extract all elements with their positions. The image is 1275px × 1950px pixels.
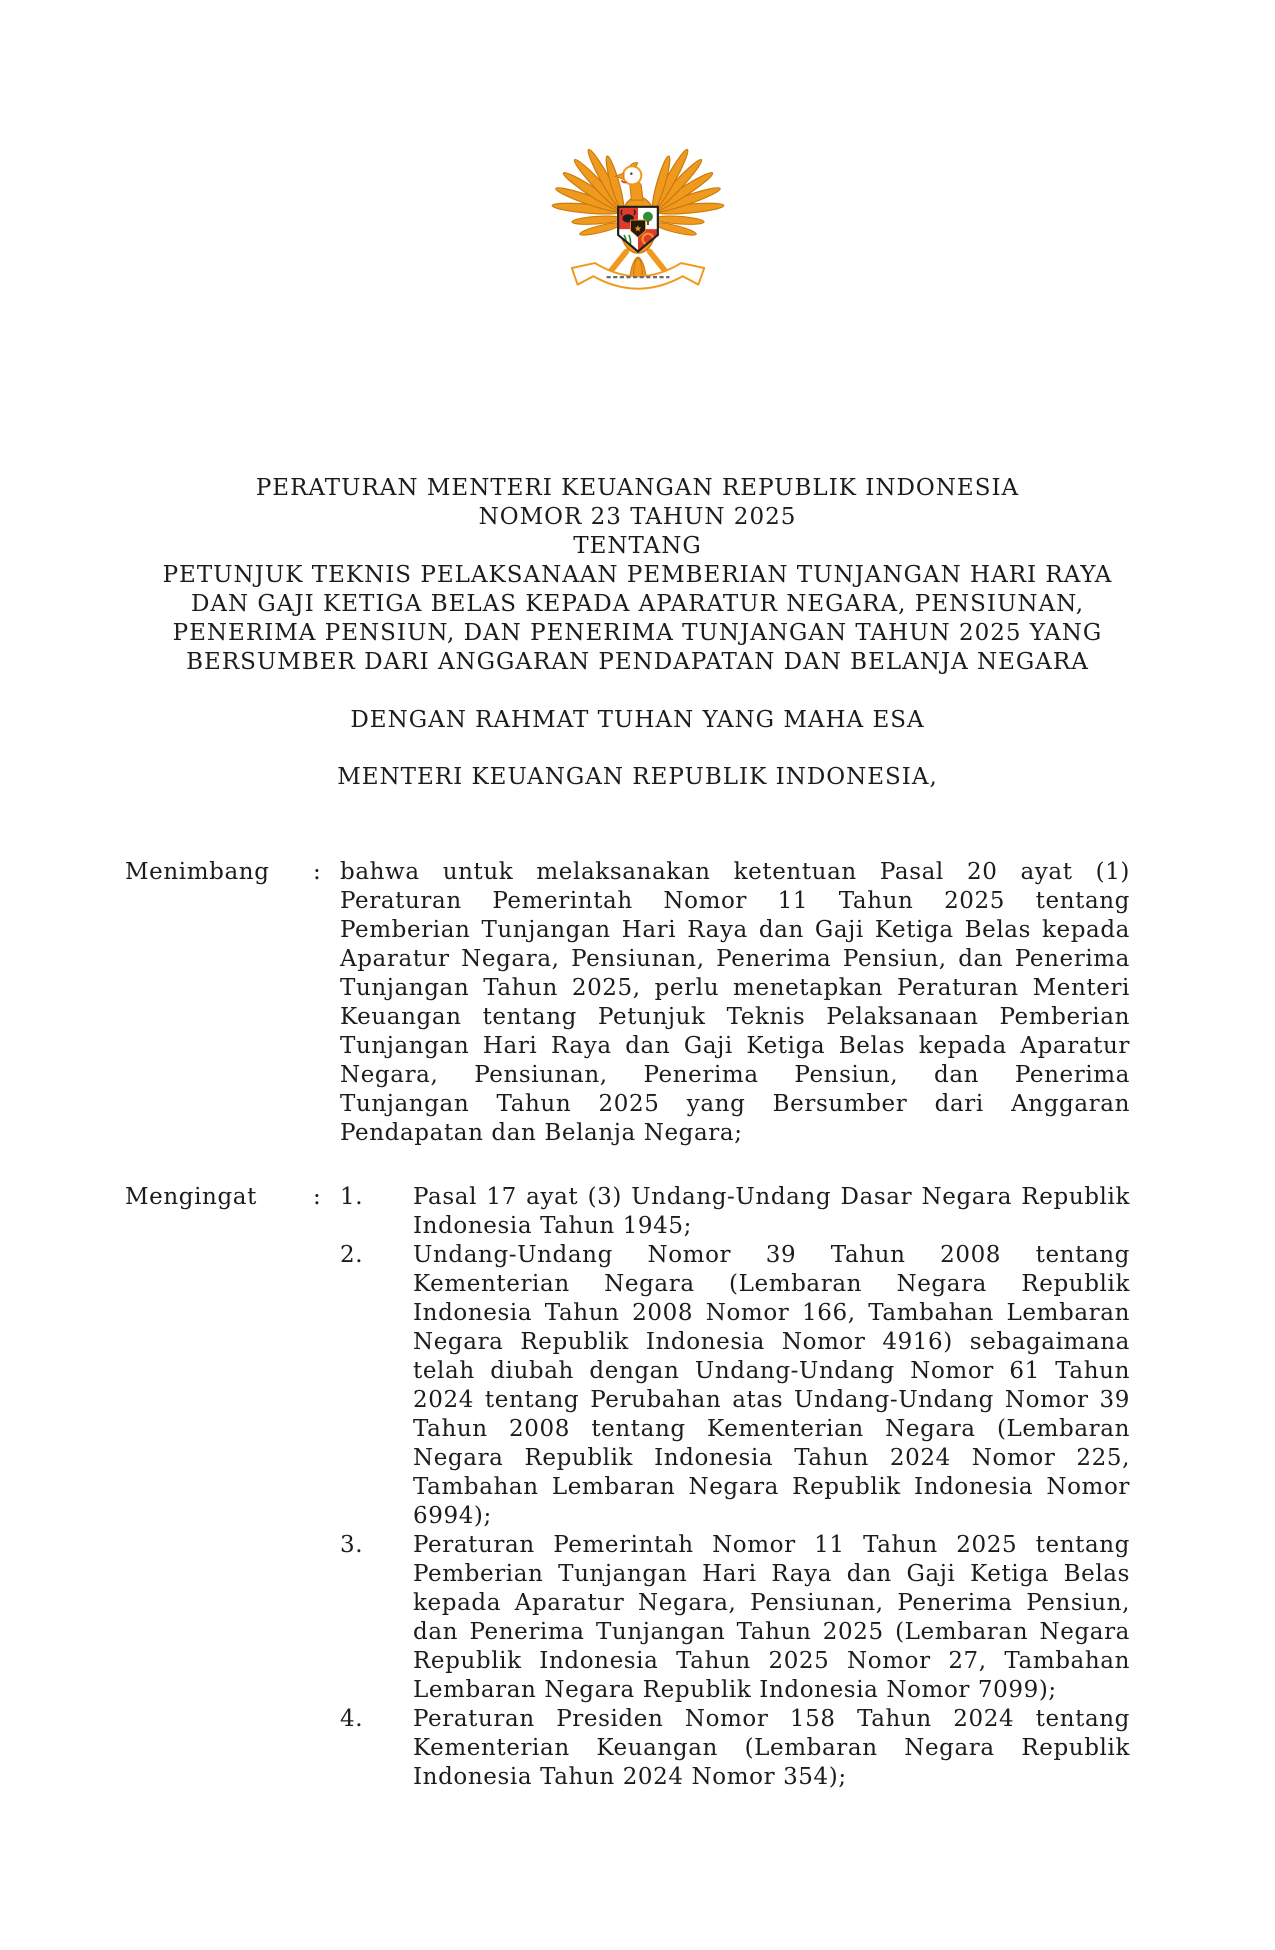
text-line: DAN GAJI KETIGA BELAS KEPADA APARATUR NEGARA, PENSIUNAN, — [190, 591, 1085, 617]
text-line: Peraturan Presiden Nomor 158 Tahun 2024 tentang — [413, 1706, 1130, 1732]
garuda-pancasila-emblem — [547, 142, 729, 308]
text-line: Tunjangan Tahun 2025, perlu menetapkan Peraturan Menteri — [340, 975, 1130, 1001]
text-line: Tunjangan Tahun 2025 yang Bersumber dari Anggaran — [340, 1091, 1130, 1117]
text-line: 2024 tentang Perubahan atas Undang-Undang Nomor 39 — [413, 1387, 1130, 1413]
text-line: Pasal 17 ayat (3) Undang-Undang Dasar Negara Republik — [413, 1184, 1130, 1210]
authority-text: MENTERI KEUANGAN REPUBLIK INDONESIA, — [337, 764, 938, 790]
legal-basis-item — [340, 1705, 1130, 1792]
menimbang-label: Menimbang — [125, 859, 270, 885]
menimbang-colon: : — [313, 859, 322, 885]
garuda-pancasila-icon — [547, 142, 729, 308]
text-line: Republik Indonesia Tahun 2025 Nomor 27, Tambahan — [413, 1648, 1130, 1674]
mengingat-section — [125, 1183, 1130, 1792]
document-heading — [0, 474, 1275, 677]
text-line: Aparatur Negara, Pensiunan, Penerima Pensiun, dan Penerima — [340, 946, 1130, 972]
tentang-label: TENTANG — [573, 533, 702, 559]
pancasila-shield — [618, 207, 658, 253]
text-line: BERSUMBER DARI ANGGARAN PENDAPATAN DAN BELANJA NEGARA — [186, 649, 1089, 675]
text-line: Lembaran Negara Republik Indonesia Nomor 7099); — [413, 1677, 1057, 1703]
legal-basis-item — [340, 1241, 1130, 1531]
text-line: Undang-Undang Nomor 39 Tahun 2008 tentang — [413, 1242, 1130, 1268]
text-line: bahwa untuk melaksanakan ketentuan Pasal 20 ayat (1) — [340, 859, 1130, 885]
text-line: Kementerian Negara (Lembaran Negara Republik — [413, 1271, 1130, 1297]
item-number: 3. — [340, 1532, 364, 1558]
left-wing — [551, 147, 626, 237]
item-number: 4. — [340, 1706, 364, 1732]
text-line: Peraturan Pemerintah Nomor 11 Tahun 2025 tentang — [413, 1532, 1130, 1558]
item-text — [413, 1183, 1130, 1241]
menimbang-section — [125, 858, 1130, 1148]
text-line: Pemberian Tunjangan Hari Raya dan Gaji Ketiga Belas kepada — [340, 917, 1130, 943]
text-line: PENERIMA PENSIUN, DAN PENERIMA TUNJANGAN TAHUN 2025 YANG — [172, 620, 1103, 646]
text-line: Indonesia Tahun 1945; — [413, 1213, 692, 1239]
text-line: Tambahan Lembaran Negara Republik Indonesia Nomor — [413, 1474, 1130, 1500]
text-line: Kementerian Keuangan (Lembaran Negara Republik — [413, 1735, 1130, 1761]
invocation-text: DENGAN RAHMAT TUHAN YANG MAHA ESA — [350, 707, 925, 733]
item-number: 2. — [340, 1242, 364, 1268]
text-line: Negara Republik Indonesia Nomor 4916) sebagaimana — [413, 1329, 1130, 1355]
text-line: Pendapatan dan Belanja Negara; — [340, 1120, 743, 1146]
right-wing — [649, 147, 724, 237]
legal-basis-item — [340, 1183, 1130, 1241]
regulation-number: NOMOR 23 TAHUN 2025 — [478, 504, 797, 530]
mengingat-label: Mengingat — [125, 1184, 257, 1210]
item-text — [413, 1705, 1130, 1792]
item-text — [413, 1241, 1130, 1531]
text-line: PETUNJUK TEKNIS PELAKSANAAN PEMBERIAN TUNJANGAN HARI RAYA — [162, 562, 1113, 588]
text-line: Tahun 2008 tentang Kementerian Negara (Lembaran — [413, 1416, 1130, 1442]
text-line: Indonesia Tahun 2024 Nomor 354); — [413, 1764, 847, 1790]
item-number: 1. — [340, 1184, 364, 1210]
item-text — [413, 1531, 1130, 1705]
text-line: Pemberian Tunjangan Hari Raya dan Gaji Ketiga Belas — [413, 1561, 1130, 1587]
text-line: 6994); — [413, 1503, 492, 1529]
star-icon: ★ — [633, 224, 642, 235]
menimbang-paragraph — [340, 858, 1130, 1148]
text-line: Indonesia Tahun 2008 Nomor 166, Tambahan Lembaran — [413, 1300, 1130, 1326]
text-line: kepada Aparatur Negara, Pensiunan, Penerima Pensiun, — [413, 1590, 1130, 1616]
text-line: Negara Republik Indonesia Tahun 2024 Nomor 225, — [413, 1445, 1130, 1471]
regulation-subject — [0, 561, 1275, 677]
text-line: Peraturan Pemerintah Nomor 11 Tahun 2025 tentang — [340, 888, 1130, 914]
text-line: Keuangan tentang Petunjuk Teknis Pelaksanaan Pemberian — [340, 1004, 1130, 1030]
text-line: Tunjangan Hari Raya dan Gaji Ketiga Belas kepada Aparatur — [340, 1033, 1130, 1059]
text-line: telah diubah dengan Undang-Undang Nomor 61 Tahun — [413, 1358, 1130, 1384]
text-line: Negara, Pensiunan, Penerima Pensiun, dan Penerima — [340, 1062, 1130, 1088]
text-line: dan Penerima Tunjangan Tahun 2025 (Lembaran Negara — [413, 1619, 1130, 1645]
mengingat-colon: : — [313, 1184, 322, 1210]
legal-basis-item — [340, 1531, 1130, 1705]
institution-title: PERATURAN MENTERI KEUANGAN REPUBLIK INDONESIA — [255, 475, 1020, 501]
legal-basis-list — [340, 1183, 1130, 1792]
